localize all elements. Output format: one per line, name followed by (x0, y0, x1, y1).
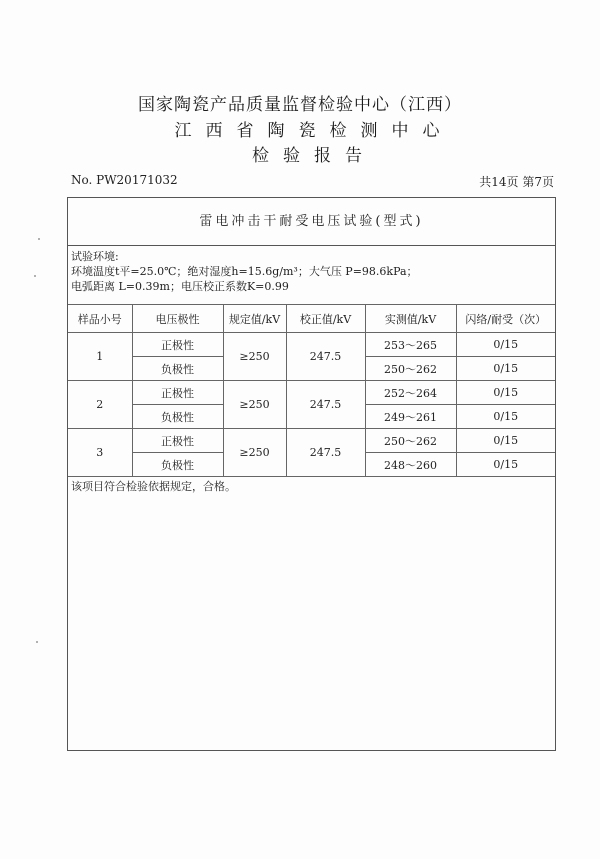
scan-speck (34, 275, 36, 277)
specified-value: ≥250 (223, 429, 286, 477)
page-info: 共14页 第7页 (479, 175, 554, 189)
report-number: No. PW20171032 (71, 173, 178, 187)
specified-value: ≥250 (223, 333, 286, 381)
center-name: 国家陶瓷产品质量监督检验中心（江西） (138, 95, 462, 115)
report-frame (67, 197, 556, 751)
col-header: 规定值/kV (223, 305, 286, 333)
polarity: 负极性 (132, 453, 223, 477)
corrected-value: 247.5 (286, 429, 365, 477)
report-title: 检验报告 (252, 146, 376, 166)
col-header: 闪络/耐受（次） (456, 305, 555, 333)
flashover-result: 0/15 (456, 429, 555, 453)
center-subname: 江西省陶瓷检测中心 (174, 121, 454, 141)
flashover-result: 0/15 (456, 381, 555, 405)
polarity: 正极性 (132, 333, 223, 357)
test-title: 雷电冲击干耐受电压试验(型式) (68, 198, 555, 246)
sample-no: 3 (68, 429, 132, 477)
col-header: 电压极性 (132, 305, 223, 333)
environment-line-2: 电弧距离 L=0.39m；电压校正系数K=0.99 (71, 280, 289, 293)
corrected-value: 247.5 (286, 381, 365, 429)
measured-value: 248～260 (365, 453, 456, 477)
sample-no: 1 (68, 333, 132, 381)
table-row (68, 429, 555, 453)
flashover-result: 0/15 (456, 405, 555, 429)
measured-value: 249～261 (365, 405, 456, 429)
sample-no: 2 (68, 381, 132, 429)
measured-value: 250～262 (365, 429, 456, 453)
polarity: 正极性 (132, 381, 223, 405)
scan-speck (38, 238, 40, 240)
specified-value: ≥250 (223, 381, 286, 429)
test-environment (71, 249, 418, 294)
col-header: 校正值/kV (286, 305, 365, 333)
results-table (68, 304, 555, 477)
col-header: 样品小号 (68, 305, 132, 333)
measured-value: 252～264 (365, 381, 456, 405)
flashover-result: 0/15 (456, 357, 555, 381)
environment-line-1: 环境温度t平=25.0℃；绝对湿度h=15.6g/m³；大气压 P=98.6kPa； (71, 265, 418, 278)
table-row (68, 333, 555, 357)
corrected-value: 247.5 (286, 333, 365, 381)
scan-speck (36, 641, 38, 643)
polarity: 负极性 (132, 405, 223, 429)
polarity: 正极性 (132, 429, 223, 453)
environment-label: 试验环境: (71, 250, 119, 263)
conclusion-text: 该项目符合检验依据规定，合格。 (71, 480, 236, 493)
table-row (68, 381, 555, 405)
measured-value: 250～262 (365, 357, 456, 381)
polarity: 负极性 (132, 357, 223, 381)
flashover-result: 0/15 (456, 333, 555, 357)
col-header: 实测值/kV (365, 305, 456, 333)
flashover-result: 0/15 (456, 453, 555, 477)
table-header-row (68, 305, 555, 333)
measured-value: 253～265 (365, 333, 456, 357)
